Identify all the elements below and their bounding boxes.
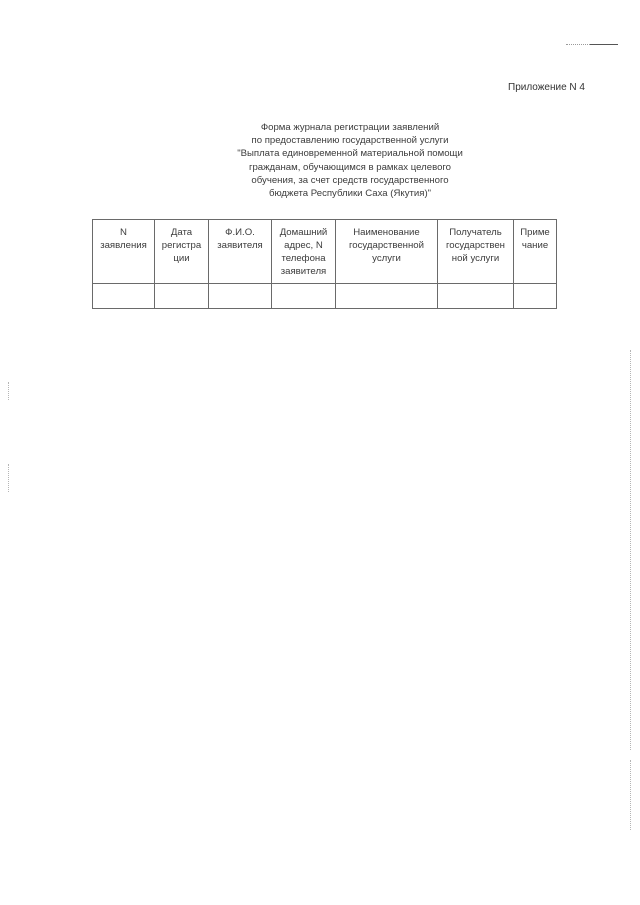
- scan-artifact-top-dark: [590, 44, 618, 45]
- table-cell: [93, 284, 155, 309]
- form-title-line: обучения, за счет средств государственного: [251, 174, 449, 186]
- scan-artifact-left-edge: [8, 382, 9, 400]
- header-service-recipient: Получатель государствен ной услуги: [438, 220, 514, 284]
- form-title-line: Форма журнала регистрации заявлений: [260, 122, 440, 133]
- header-applicant-name: Ф.И.О. заявителя: [209, 220, 272, 284]
- header-application-number: N заявления: [93, 220, 155, 284]
- form-title-line: бюджета Республики Саха (Якутия)": [268, 188, 432, 200]
- table-cell: [209, 284, 272, 309]
- table-cell: [272, 284, 336, 309]
- registration-journal-table: [92, 219, 557, 309]
- table-cell: [438, 284, 514, 309]
- header-note: Приме чание: [514, 220, 557, 284]
- form-title-line: "Выплата единовременной материальной помощи: [237, 148, 463, 160]
- form-title-line: по предоставлению государственной услуги: [251, 135, 449, 147]
- table-cell: [514, 284, 557, 309]
- scan-artifact-right-edge-lower: [630, 760, 631, 830]
- header-home-address-phone: Домашний адрес, N телефона заявителя: [272, 220, 336, 284]
- table-cell: [336, 284, 438, 309]
- header-service-name: Наименование государственной услуги: [336, 220, 438, 284]
- scan-artifact-left-edge-lower: [8, 464, 9, 492]
- appendix-label: Приложение N 4: [508, 82, 585, 93]
- table-cell: [155, 284, 209, 309]
- form-title: [200, 121, 500, 200]
- header-registration-date: Дата регистра ции: [155, 220, 209, 284]
- table-row: [93, 284, 557, 309]
- form-title-line: гражданам, обучающимся в рамках целевого: [248, 161, 452, 173]
- table-header-row: [93, 220, 557, 284]
- scan-artifact-right-edge: [630, 350, 631, 750]
